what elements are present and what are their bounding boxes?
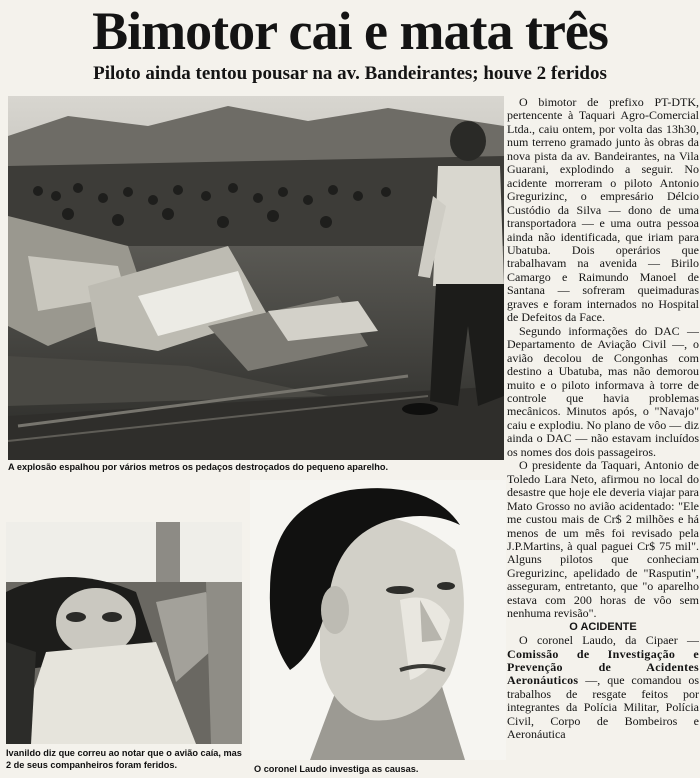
colonel-portrait-photo bbox=[250, 480, 506, 760]
article-paragraph-text: O coronel Laudo, da Cipaer — bbox=[519, 633, 699, 648]
headline: Bimotor cai e mata três bbox=[92, 1, 608, 61]
ivanildo-photo-caption: Ivanildo diz que correu ao notar que o avião caía, mas 2 de seus companheiros foram feridos. bbox=[6, 748, 242, 770]
crash-wreckage-photo bbox=[8, 96, 504, 460]
wreckage-photo-caption: A explosão espalhou por vários metros os pedaços destroçados do pequeno aparelho. bbox=[8, 462, 389, 472]
article-paragraph-text: —, que comandou os trabalhos de resgate feitos por integrantes da Polícia Militar, Polícia Civil, Corpo de Bombeiros e Aeronáutica bbox=[507, 673, 699, 742]
subheadline: Piloto ainda tentou pousar na av. Bandeirantes; houve 2 feridos bbox=[93, 63, 607, 84]
cipaer-full-name: Comissão de Investigação e Prevenção de Acidentes Aeronáuticos bbox=[507, 646, 699, 688]
article-subheading: O ACIDENTE bbox=[569, 620, 637, 633]
injured-worker-icon bbox=[6, 522, 242, 744]
article-paragraph: O presidente da Taquari, Antonio de Toledo Lara Neto, afirmou no local do desastre que hoje ele deveria viajar para Mato Grosso no avião acidentado: "Ele me custou mais de Cr$ 2 milhões e há menos de um mês foi revisado pela J.P.Martins, à qual paguei Cr$ 75 mil". Alguns pilotos que conheciam Gregurizinc, apelidado de "Rasputin", asseguram, entretanto, que "o aparelho estava com 200 horas de vôo sem nenhuma revisão". bbox=[507, 458, 699, 621]
article-paragraph: O bimotor de prefixo PT-DTK, pertencente à Taquari Agro-Comercial Ltda., caiu ontem, por volta das 13h30, num terreno gramado junto às obras da nova pista da av. Bandeirantes, na Vila Guarani, explodindo a seguir. No acidente morreram o piloto Antonio Gregurizinc, o empresário Délcio Custódio da Silva — dono de uma transportadora — e uma outra pessoa ainda não identificada, que iriam para Ubatuba. Dois operários que trabalhavam na avenida — Birilo Camargo e Raimundo Manoel de Santana — sofreram queimaduras graves e foram internados no Hospital de Defeitos da Face. bbox=[507, 96, 699, 325]
article-body bbox=[507, 96, 699, 778]
colonel-portrait-icon bbox=[250, 480, 506, 760]
laudo-photo-caption: O coronel Laudo investiga as causas. bbox=[254, 764, 419, 774]
article-paragraph: Segundo informações do DAC — Departamento de Aviação Civil —, o avião decolou de Congonhas com destino a Ubatuba, mas não demorou muito e o piloto informava à torre de controle que havia problemas mecânicos. Minutos após, o "Navajo" caiu e explodiu. No plano de vôo — diz ainda o DAC — não estavam incluídos os nomes dos dois passageiros. bbox=[507, 323, 699, 459]
article-paragraph bbox=[507, 634, 699, 742]
crash-wreckage-icon bbox=[8, 96, 504, 460]
injured-worker-photo bbox=[6, 522, 242, 744]
